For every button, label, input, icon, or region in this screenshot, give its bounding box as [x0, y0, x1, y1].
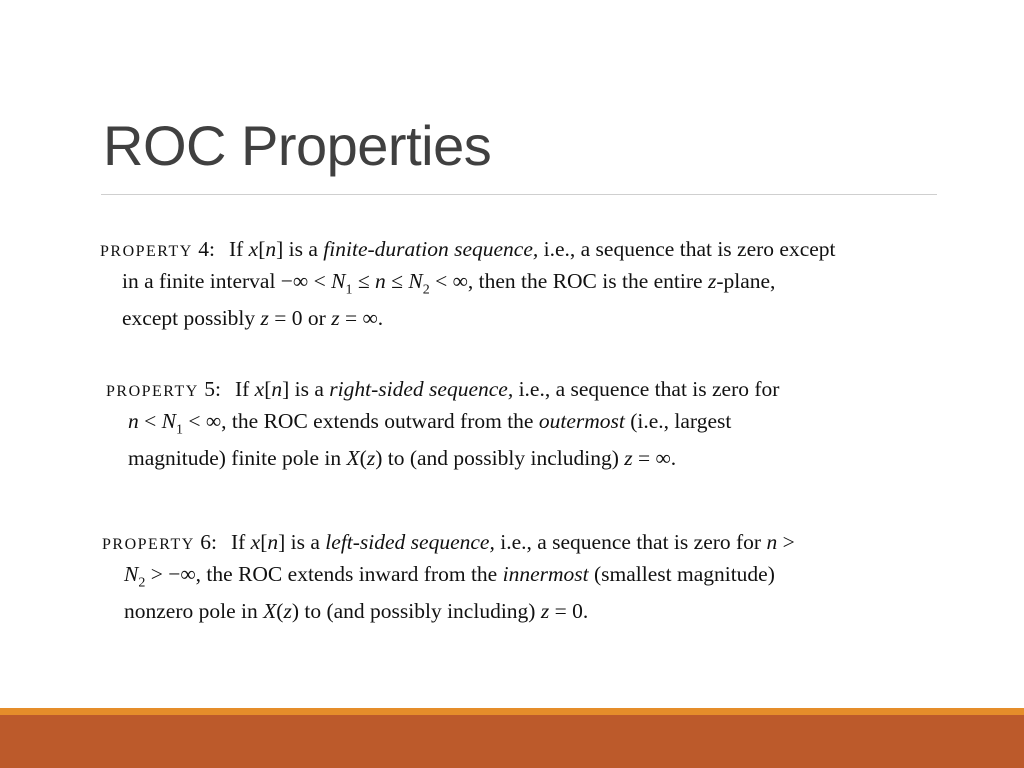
- property-line: in a finite interval −∞ < $N_1 \le n \le N_2$ < ∞, then the ROC is the entire z-plane,: [122, 268, 776, 297]
- property-6-block: [102, 528, 962, 627]
- property-number: 5:: [204, 377, 221, 401]
- property-label: PROPERTY: [102, 536, 195, 553]
- property-4-block: [100, 235, 960, 334]
- property-line: $n < N_1$ < ∞, the ROC extends outward from the outermost (i.e., largest: [128, 408, 732, 437]
- property-number: 4:: [198, 237, 215, 261]
- property-number: 6:: [200, 530, 217, 554]
- property-line: PROPERTY 6: If x[n] is a left-sided sequence, i.e., a sequence that is zero for n >: [102, 530, 795, 554]
- footer-accent-line: [0, 708, 1024, 715]
- property-label: PROPERTY: [100, 243, 193, 260]
- property-line: PROPERTY 5: If x[n] is a right-sided sequence, i.e., a sequence that is zero for: [106, 377, 780, 401]
- property-label: PROPERTY: [106, 383, 199, 400]
- property-line: magnitude) finite pole in X(z) to (and possibly including) z = ∞.: [128, 446, 677, 471]
- footer-bar: [0, 715, 1024, 768]
- title-divider: [101, 194, 937, 195]
- property-line: $N_2$ > −∞, the ROC extends inward from the innermost (smallest magnitude): [124, 561, 775, 590]
- property-line: PROPERTY 4: If x[n] is a finite-duration sequence, i.e., a sequence that is zero except: [100, 237, 836, 261]
- property-5-block: [106, 375, 966, 474]
- slide-title: ROC Properties: [103, 114, 492, 177]
- property-line: except possibly z = 0 or z = ∞.: [122, 306, 384, 331]
- property-line: nonzero pole in X(z) to (and possibly including) z = 0.: [124, 599, 589, 624]
